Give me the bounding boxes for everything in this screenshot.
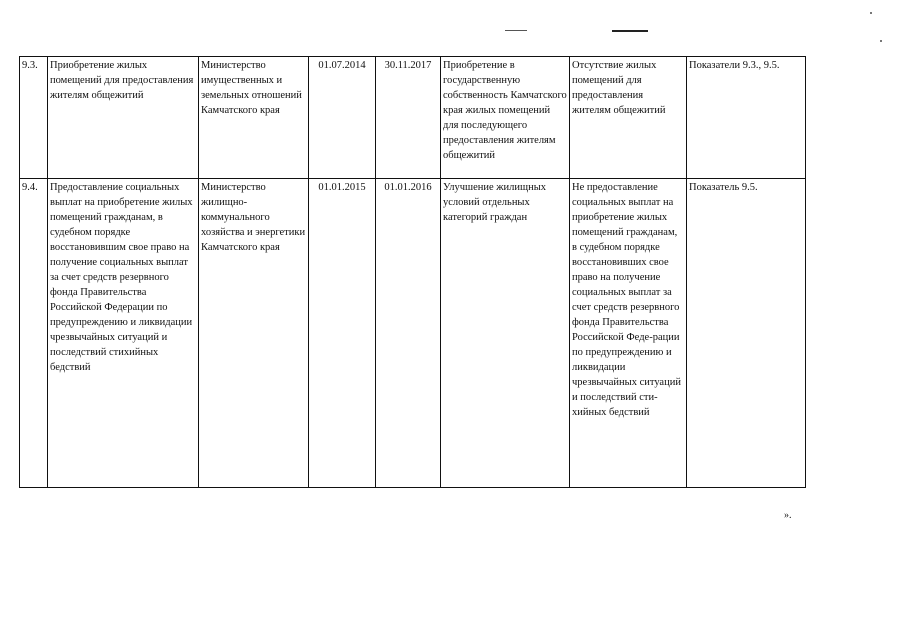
expected-result: Улучшение жилищных условий отдельных категорий граждан xyxy=(441,179,570,488)
end-date: 01.01.2016 xyxy=(376,179,441,488)
start-date: 01.07.2014 xyxy=(309,57,376,179)
related-indicators: Показатель 9.5. xyxy=(687,179,806,488)
measure-name: Предоставление социальных выплат на приобретение жилых помещений гражданам, в судебном порядке восстановившим свое право на получение социальных выплат за счет средств резервного фонда Правительства Российской Федерации по предупреждению и ликвидации чрезвычайных ситуаций и последствий стихийных бедствий xyxy=(48,179,199,488)
start-date: 01.01.2015 xyxy=(309,179,376,488)
scan-artifact-line xyxy=(612,30,648,32)
end-date: 30.11.2017 xyxy=(376,57,441,179)
table-row xyxy=(20,179,806,488)
row-number: 9.4. xyxy=(20,179,48,488)
responsible-executor: Министерство жилищно-коммунального хозяйства и энергетики Камчатского края xyxy=(199,179,309,488)
expected-result: Приобретение в государственную собственность Камчатского края жилых помещений для последующего предоставления жителям общежитий xyxy=(441,57,570,179)
row-number: 9.3. xyxy=(20,57,48,179)
non-implementation-consequence: Отсутствие жилых помещений для предоставления жителям общежитий xyxy=(570,57,687,179)
non-implementation-consequence: Не предоставление социальных выплат на приобретение жилых помещений гражданам, в судебном порядке восстановивших свое право на получение социальных выплат за счет средств резервного фонда Правительства Российской Феде-рации по предупреждению и ликвидации чрезвычайных ситуаций и последствий сти-хийных бедствий xyxy=(570,179,687,488)
related-indicators: Показатели 9.3., 9.5. xyxy=(687,57,806,179)
measure-name: Приобретение жилых помещений для предоставления жителям общежитий xyxy=(48,57,199,179)
scan-artifact-dot xyxy=(880,40,882,42)
scan-artifact-dot xyxy=(870,12,872,14)
measures-table xyxy=(19,56,806,488)
closing-quote-mark: ». xyxy=(784,510,792,521)
scan-artifact-line xyxy=(505,30,527,31)
table-row xyxy=(20,57,806,179)
responsible-executor: Министерство имущественных и земельных отношений Камчатского края xyxy=(199,57,309,179)
